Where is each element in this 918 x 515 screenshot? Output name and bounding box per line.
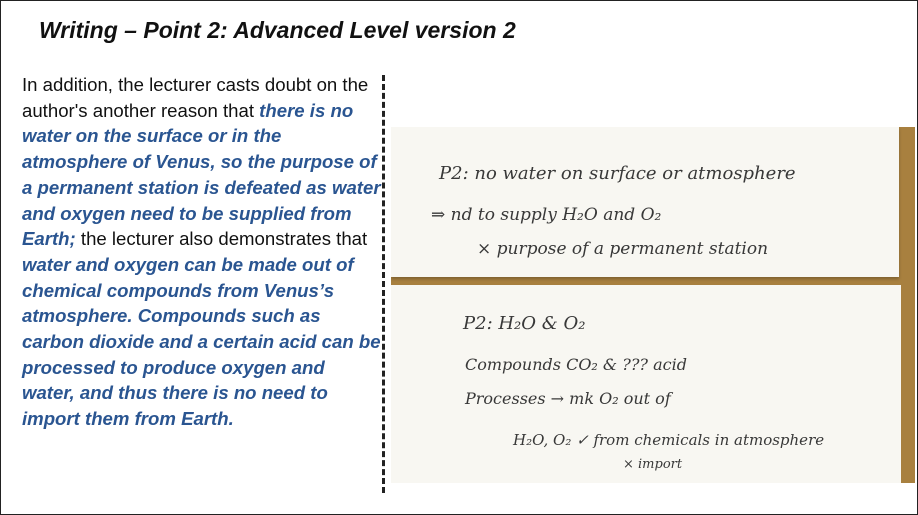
paragraph-transition: the lecturer also demonstrates that bbox=[75, 228, 368, 250]
note1-line1: P2: no water on surface or atmosphere bbox=[439, 163, 796, 184]
paragraph-intro: In addition, the lecturer casts doubt on the author's another reason that bbox=[22, 74, 369, 121]
note-card-2 bbox=[391, 285, 901, 483]
handwritten-notes-photo bbox=[391, 127, 915, 483]
note2-line5: × import bbox=[623, 457, 683, 472]
body-paragraph bbox=[22, 72, 382, 432]
note2-line2: Compounds CO₂ & ??? acid bbox=[465, 355, 687, 374]
paragraph-claim: there is no water on the surface or in the atmosphere of Venus, so the purpose of a permanent station is defeated as water and oxygen need to be supplied from Earth; bbox=[22, 99, 381, 250]
note2-line1: P2: H₂O & O₂ bbox=[463, 313, 586, 334]
dashed-divider bbox=[382, 75, 385, 493]
note1-line3: × purpose of a permanent station bbox=[477, 239, 769, 259]
note2-line3: Processes → mk O₂ out of bbox=[465, 389, 671, 408]
note2-line4: H₂O, O₂ ✓ from chemicals in atmosphere bbox=[513, 431, 825, 449]
note1-line2: ⇒ nd to supply H₂O and O₂ bbox=[431, 205, 662, 225]
paragraph-rebuttal: water and oxygen can be made out of chemical compounds from Venus’s atmosphere. Compounds such as carbon dioxide and a certain acid can be processed to produce oxygen and water, and thus there is no need to import them from Earth. bbox=[22, 253, 381, 430]
slide-title: Writing – Point 2: Advanced Level version 2 bbox=[39, 17, 516, 43]
note-card-1 bbox=[391, 127, 899, 277]
